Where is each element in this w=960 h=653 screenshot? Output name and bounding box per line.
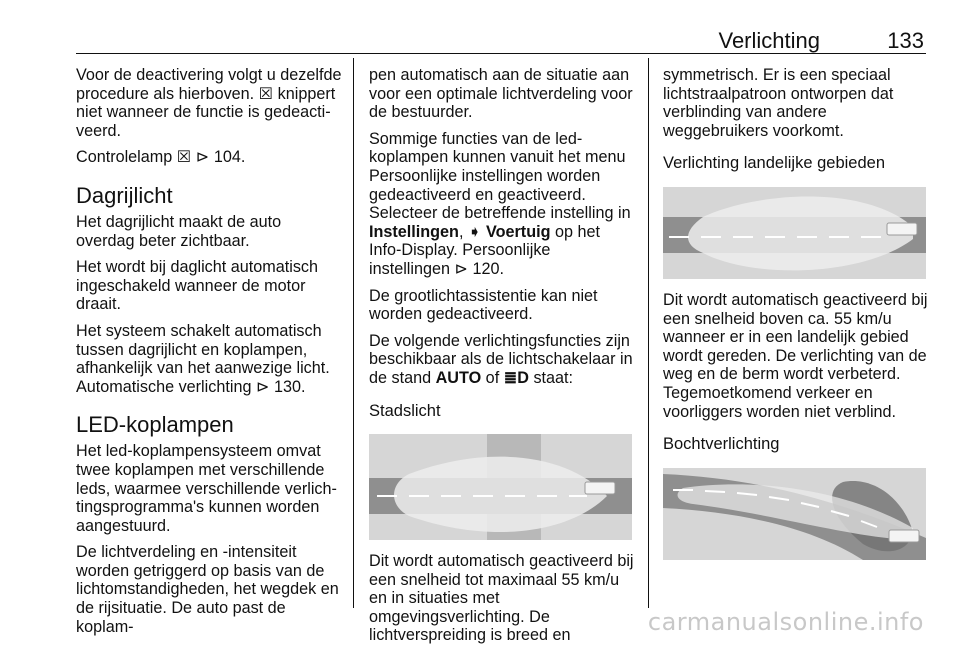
low-beam-symbol: ≣D — [503, 368, 529, 387]
country-light-illustration — [663, 187, 926, 279]
column-3 — [663, 66, 928, 572]
paragraph: De grootlichtassistentie kan niet worden gedeactiveerd. — [369, 286, 598, 324]
figure-bochtverlichting — [663, 468, 928, 560]
paragraph — [369, 130, 634, 279]
figure-landelijke-gebieden — [663, 187, 928, 279]
text-span: Sommige functies van de led-koplampen kunnen vanuit het menu Persoonlijke instellingen worden gedeactiveerd en geactiveerd. Selecteer de betreffende instelling in — [369, 129, 631, 223]
paragraph — [369, 332, 634, 388]
heading-stadslicht: Stadslicht — [369, 401, 441, 420]
column-2 — [369, 66, 634, 653]
paragraph: Voor de deactivering volgt u dezelfde procedure als hierboven. ☒ knippert niet wanneer de functie is gedeactiveerd. — [76, 66, 342, 140]
cornering-light-illustration — [663, 468, 926, 560]
column-divider-2 — [648, 58, 649, 608]
text-span: De volgende verlichtingsfuncties zijn beschikbaar als de lichtschakelaar in de stand — [369, 331, 633, 387]
paragraph: Dit wordt automatisch geactiveerd bij een snelheid tot maximaal 55 km/u en in situaties met omgevingsverlichting. De lichtverspreiding is breed en — [369, 552, 634, 645]
switch-position-auto: AUTO — [435, 368, 482, 387]
figure-stadslicht — [369, 434, 634, 540]
heading-led-koplampen: LED-koplampen — [76, 412, 234, 438]
column-divider-1 — [353, 58, 354, 608]
watermark: carmanualsonline.info — [647, 608, 924, 636]
text-span: staat: — [528, 368, 574, 387]
menu-term-instellingen: Instellingen — [369, 222, 459, 241]
city-light-illustration — [369, 434, 632, 540]
paragraph: Het led-koplampensysteem omvat twee koplampen met verschillende leds, waarmee verschillende verlichtingsprogramma's kunnen worden aangestuurd. — [76, 442, 337, 535]
paragraph: Het wordt bij daglicht automatisch ingeschakeld wanneer de motor draait. — [76, 258, 319, 314]
header-rule — [76, 53, 926, 54]
paragraph: Dit wordt automatisch geactiveerd bij een snelheid boven ca. 55 km/u wanneer er in een landelijk gebied wordt gereden. De verlichting van de weg en de berm wordt verbeterd. Tegemoetkomend verkeer en voorliggers worden niet verblind. — [663, 290, 928, 421]
paragraph: Controlelamp ☒ ⊳ 104. — [76, 148, 246, 167]
text-span: , ➧ — [458, 222, 487, 241]
paragraph: Het dagrijlicht maakt de auto overdag beter zichtbaar. — [76, 212, 282, 250]
text-span: op het Info-Display. Persoonlijke instellingen ⊳ 120. — [369, 222, 600, 278]
heading-landelijke-gebieden: Verlichting landelijke gebieden — [663, 154, 885, 173]
heading-dagrijlicht: Dagrijlicht — [76, 182, 173, 208]
paragraph: De lichtverdeling en -intensiteit worden getriggerd op basis van de lichtomstandigheden, het wegdek en de rijsituatie. De auto past de koplam- — [76, 543, 339, 636]
text-span: of — [481, 368, 504, 387]
page-number: 133 — [887, 28, 924, 53]
paragraph: symmetrisch. Er is een speciaal lichtstraalpatroon ontworpen dat verblinding van andere weggebruikers voorkomt. — [663, 66, 894, 140]
heading-bochtverlichting: Bochtverlichting — [663, 435, 780, 454]
page-header-title: Verlichting — [718, 28, 820, 53]
menu-term-voertuig: Voertuig — [486, 222, 551, 241]
column-1 — [76, 66, 342, 644]
paragraph: Het systeem schakelt automatisch tussen dagrijlicht en koplampen, afhankelijk van het aanwezige licht. Automatische verlichting ⊳ 130. — [76, 321, 330, 396]
paragraph: pen automatisch aan de situatie aan voor een optimale lichtverdeling voor de bestuurder. — [369, 66, 633, 122]
